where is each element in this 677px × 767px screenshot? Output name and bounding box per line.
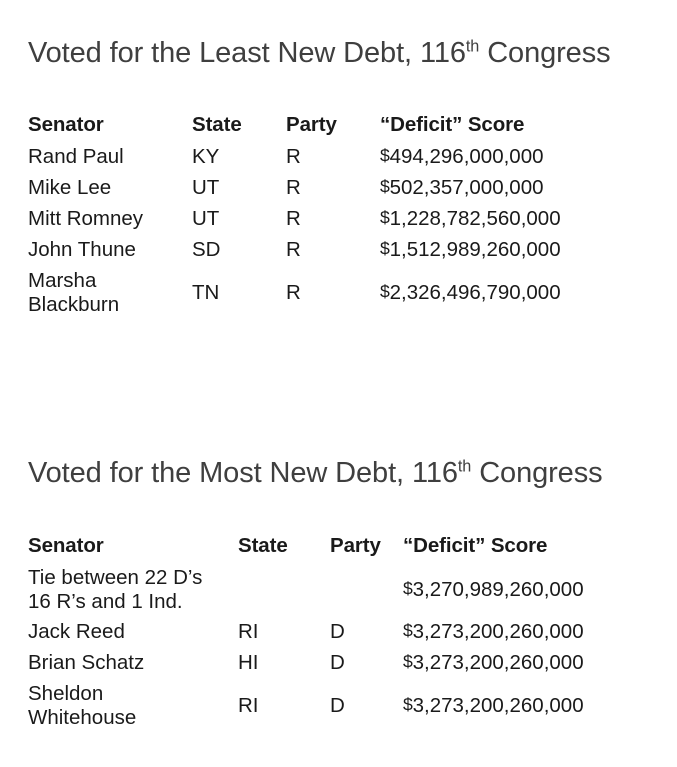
senator-name-line1: Mike Lee [28,176,112,200]
column-header-state: State [192,113,242,137]
cell-score: $1,512,989,260,000 [380,238,561,262]
cell-senator [28,648,238,679]
column-header-party: Party [330,534,381,558]
senator-name-line1: Brian Schatz [28,651,145,675]
cell-party: D [330,620,345,644]
table-row [28,563,628,617]
table-row [28,235,628,266]
section-title-text: Voted for the Most New Debt, 116 [28,457,458,490]
cell-senator [28,142,192,173]
section-title-least-new-debt [28,39,611,68]
table-header-row [28,531,628,563]
cell-score: $3,270,989,260,000 [403,577,584,601]
senator-name-line1: Marsha [28,268,97,292]
column-header-score: “Deficit” Score [403,534,548,558]
cell-score: $1,228,782,560,000 [380,207,561,231]
column-header-state: State [238,534,288,558]
table-least-new-debt [28,110,628,320]
table-header-row [28,110,628,142]
cell-party: D [330,693,345,717]
senator-name-line1: John Thune [28,238,136,262]
cell-party: R [286,176,301,200]
section-title-ordinal-suffix: th [457,457,472,476]
table-row [28,648,628,679]
cell-party: D [330,651,345,675]
senator-name-line1: Mitt Romney [28,207,144,231]
cell-senator [28,679,238,733]
currency-symbol: $ [403,578,413,599]
cell-senator [28,235,192,266]
section-title-most-new-debt [28,459,603,488]
currency-symbol: $ [380,281,390,302]
section-title-tail: Congress [471,457,603,490]
currency-symbol: $ [403,694,413,715]
table-row [28,204,628,235]
cell-party [330,563,403,617]
cell-state: RI [238,693,259,717]
cell-party: R [286,280,301,304]
senator-name-line2: 16 R’s and 1 Ind. [28,590,183,613]
column-header-senator: Senator [28,534,104,558]
table-row [28,266,628,320]
section-title-ordinal-suffix: th [465,37,480,56]
cell-state: UT [192,207,220,231]
cell-state: KY [192,145,220,169]
senator-name-line1: Tie between 22 D’s [28,565,203,589]
table-row [28,679,628,733]
cell-state [238,563,330,617]
cell-state: TN [192,280,220,304]
cell-state: UT [192,176,220,200]
cell-senator [28,617,238,648]
cell-score: $3,273,200,260,000 [403,651,584,675]
cell-score: $502,357,000,000 [380,176,544,200]
currency-symbol: $ [380,207,390,228]
senator-name-line2: Whitehouse [28,706,137,729]
currency-symbol: $ [380,145,390,166]
column-header-score: “Deficit” Score [380,113,525,137]
senator-name-line1: Jack Reed [28,620,125,644]
column-header-party: Party [286,113,337,137]
cell-senator [28,563,238,617]
currency-symbol: $ [380,176,390,197]
cell-score: $3,273,200,260,000 [403,620,584,644]
cell-senator [28,204,192,235]
section-title-text: Voted for the Least New Debt, 116 [28,37,466,70]
cell-score: $3,273,200,260,000 [403,693,584,717]
cell-score: $494,296,000,000 [380,145,544,169]
table-most-new-debt [28,531,628,733]
senator-name-line2: Blackburn [28,293,120,316]
senator-name-line1: Sheldon [28,681,104,705]
currency-symbol: $ [403,620,413,641]
cell-party: R [286,145,301,169]
table-row [28,617,628,648]
table-row [28,173,628,204]
cell-state: HI [238,651,259,675]
cell-score: $2,326,496,790,000 [380,280,561,304]
table-row [28,142,628,173]
cell-senator [28,266,192,320]
cell-party: R [286,207,301,231]
currency-symbol: $ [403,651,413,672]
section-title-tail: Congress [479,37,611,70]
cell-senator [28,173,192,204]
cell-state: SD [192,238,221,262]
cell-party: R [286,238,301,262]
currency-symbol: $ [380,238,390,259]
senator-name-line1: Rand Paul [28,145,124,169]
column-header-senator: Senator [28,113,104,137]
cell-state: RI [238,620,259,644]
